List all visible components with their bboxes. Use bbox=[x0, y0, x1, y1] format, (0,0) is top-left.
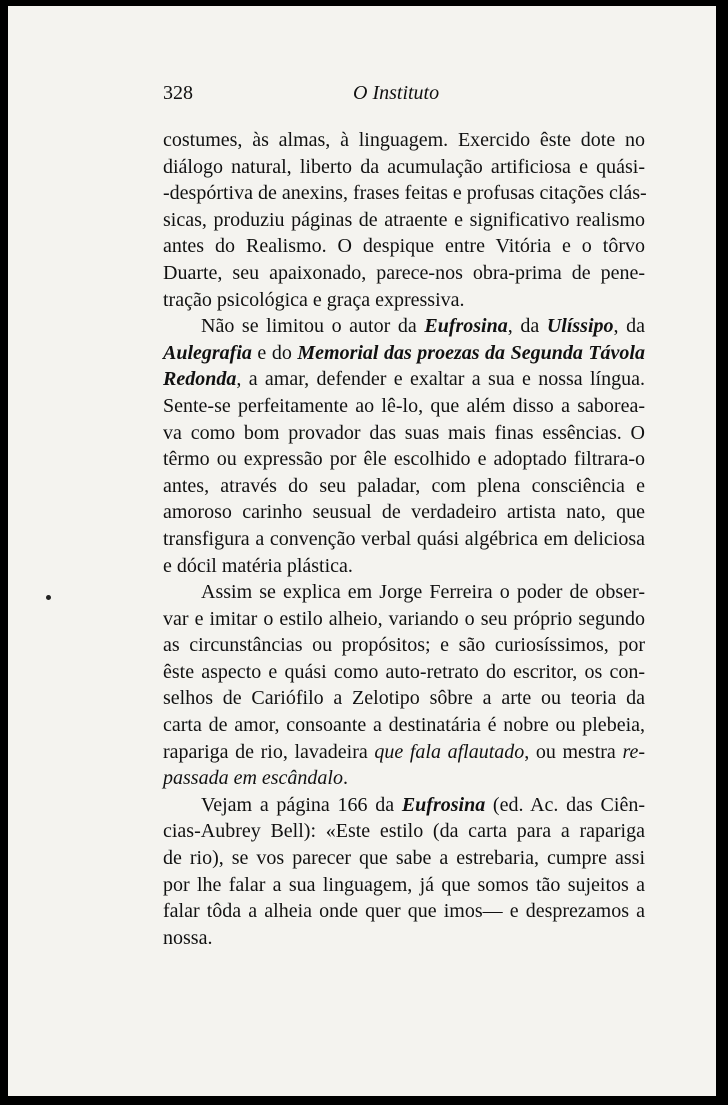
text-line: falar tôda a alheia onde quer que imos— e desprezamos a bbox=[163, 900, 645, 923]
text-line: rapariga de rio, lavadeira que fala aflautado, ou mestra re- bbox=[163, 740, 646, 763]
italic-title: Ulíssipo bbox=[546, 315, 614, 338]
text-line: Assim se explica em Jorge Ferreira o poder de obser- bbox=[201, 581, 645, 604]
text-line: antes do Realismo. O despique entre Vitória e o tôrvo bbox=[163, 235, 645, 258]
italic-title: Aulegrafia bbox=[163, 341, 252, 364]
text-line: por lhe falar a sua linguagem, já que somos tão sujeitos a bbox=[163, 873, 645, 896]
text-line: tração psicológica e graça expressiva. bbox=[163, 288, 465, 311]
text-line: passada em escândalo. bbox=[163, 767, 348, 790]
text-line: antes, através do seu paladar, com plena consciência e bbox=[163, 474, 645, 497]
text-line: de rio), se vos parecer que sabe a estrebaria, cumpre assi bbox=[163, 847, 645, 870]
italic-title: re- bbox=[622, 740, 646, 763]
page-number: 328 bbox=[163, 82, 193, 104]
italic-title: Memorial das proezas da Segunda Távola bbox=[297, 341, 645, 364]
italic-title: Eufrosina bbox=[424, 315, 508, 338]
paragraph-2 bbox=[163, 313, 645, 579]
paragraph-1 bbox=[163, 127, 645, 313]
text-line: carta de amor, consoante a destinatária é nobre ou plebeia, bbox=[163, 714, 645, 737]
page-header bbox=[163, 82, 648, 110]
text-line: Aulegrafia e do Memorial das proezas da Segunda Távola bbox=[163, 341, 645, 364]
text-line: diálogo natural, liberto da acumulação artificiosa e quási- bbox=[163, 155, 645, 178]
running-title: O Instituto bbox=[353, 82, 440, 104]
text-line: Duarte, seu apaixonado, parece-nos obra-prima de pene- bbox=[163, 261, 645, 284]
text-line: va como bom provador das suas mais finas essências. O bbox=[163, 421, 645, 444]
text-line: costumes, às almas, à linguagem. Exercido êste dote no bbox=[163, 129, 645, 151]
italic-title: passada em escândalo bbox=[163, 767, 343, 790]
text-line: -despórtiva de anexins, frases feitas e profusas citações clás- bbox=[163, 182, 647, 205]
text-line: sicas, produziu páginas de atraente e significativo realismo bbox=[163, 208, 645, 231]
book-page bbox=[8, 6, 716, 1096]
text-line: cias-Aubrey Bell): «Este estilo (da carta para a rapariga bbox=[163, 820, 645, 843]
body-text bbox=[163, 127, 645, 951]
text-line: e dócil matéria plástica. bbox=[163, 554, 353, 577]
text-line: nossa. bbox=[163, 926, 213, 949]
text-line: transfigura a convenção verbal quási algébrica em deliciosa bbox=[163, 527, 645, 550]
paragraph-4 bbox=[163, 792, 645, 952]
italic-title: que fala aflautado bbox=[374, 740, 525, 763]
text-line: Não se limitou o autor da Eufrosina, da Ulíssipo, da bbox=[201, 315, 645, 338]
text-line: amoroso carinho seusual de verdadeiro artista nato, que bbox=[163, 501, 645, 524]
text-line: têrmo ou expressão por êle escolhido e adoptado filtrara-o bbox=[163, 448, 645, 471]
italic-title: Eufrosina bbox=[401, 793, 486, 816]
text-line: Vejam a página 166 da Eufrosina (ed. Ac. das Ciên- bbox=[201, 793, 645, 816]
paragraph-3 bbox=[163, 579, 645, 792]
text-line: Redonda, a amar, defender e exaltar a sua e nossa língua. bbox=[163, 368, 645, 391]
text-line: êste aspecto e quási como auto-retrato do escritor, os con- bbox=[163, 660, 645, 683]
paper-speck bbox=[46, 595, 51, 600]
text-line: selhos de Cariófilo a Zelotipo sôbre a arte ou teoria da bbox=[163, 687, 645, 710]
text-line: Sente-se perfeitamente ao lê-lo, que além disso a saborea- bbox=[163, 394, 645, 417]
text-line: as circunstâncias ou propósitos; e são curiosíssimos, por bbox=[163, 634, 645, 657]
text-line: var e imitar o estilo alheio, variando o seu próprio segundo bbox=[163, 607, 645, 630]
italic-title: Redonda bbox=[163, 368, 237, 391]
